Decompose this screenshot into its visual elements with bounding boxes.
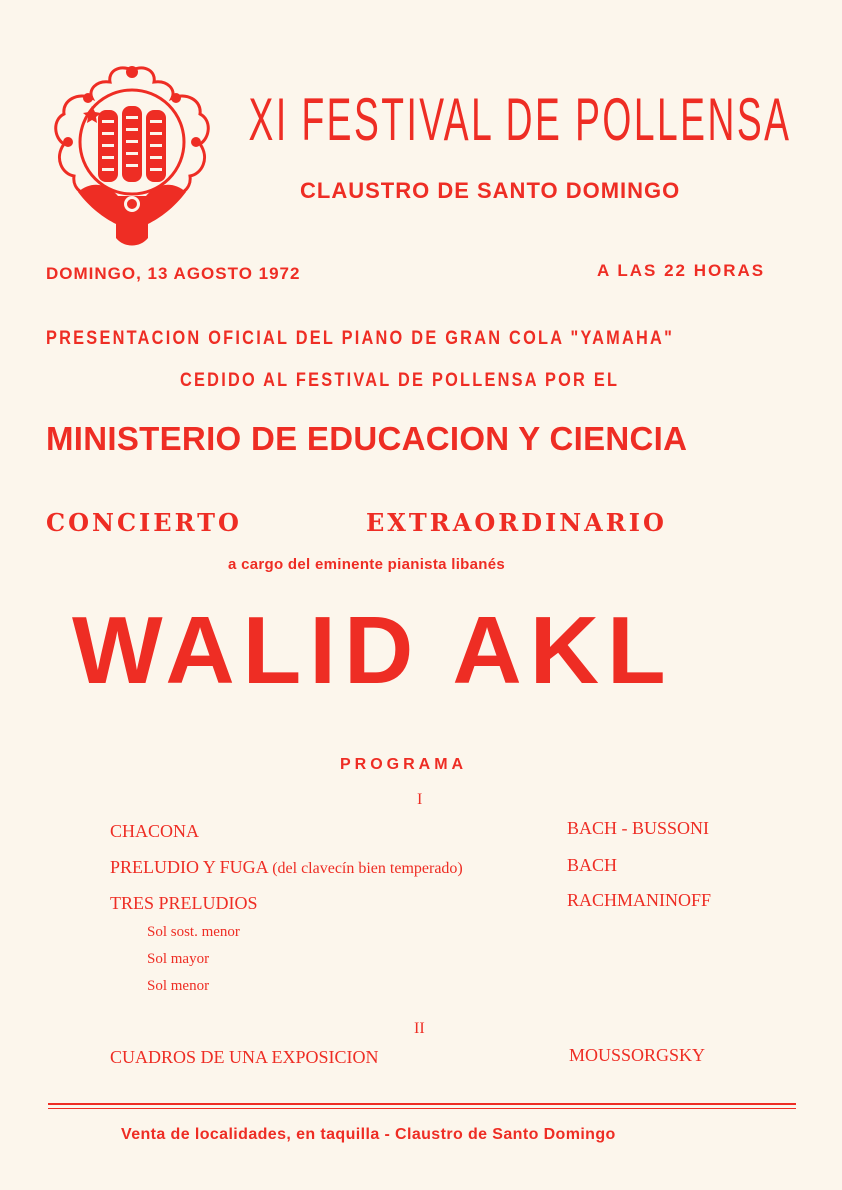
ceded-line: CEDIDO AL FESTIVAL DE POLLENSA POR EL bbox=[180, 370, 620, 391]
ticket-sales-note: Venta de localidades, en taquilla - Claustro de Santo Domingo bbox=[121, 1126, 616, 1143]
part-numeral: I bbox=[417, 791, 423, 808]
footer-divider bbox=[48, 1108, 796, 1109]
prelude-key: Sol sost. menor bbox=[147, 924, 240, 940]
program-work: CUADROS DE UNA EXPOSICION bbox=[110, 1047, 379, 1067]
venue-subtitle: CLAUSTRO DE SANTO DOMINGO bbox=[300, 178, 681, 203]
festival-title: XI FESTIVAL DE POLLENSA bbox=[248, 86, 792, 153]
event-date: DOMINGO, 13 AGOSTO 1972 bbox=[46, 264, 301, 283]
pollensa-crest-icon bbox=[48, 62, 216, 252]
work-title: PRELUDIO Y FUGA bbox=[110, 857, 268, 877]
work-detail: (del clavecín bien temperado) bbox=[272, 860, 463, 877]
program-composer: BACH - BUSSONI bbox=[567, 818, 710, 838]
event-time: A LAS 22 HORAS bbox=[597, 261, 766, 280]
part-numeral: II bbox=[414, 1020, 425, 1037]
program-work: CHACONA bbox=[110, 821, 200, 841]
prelude-key: Sol menor bbox=[147, 978, 210, 994]
program-composer: MOUSSORGSKY bbox=[569, 1045, 706, 1065]
concert-word: CONCIERTO bbox=[46, 508, 242, 537]
program-composer: RACHMANINOFF bbox=[567, 890, 712, 910]
presentation-line: PRESENTACION OFICIAL DEL PIANO DE GRAN COLA "YAMAHA" bbox=[46, 328, 675, 349]
footer-divider bbox=[48, 1103, 796, 1105]
ministry-name: MINISTERIO DE EDUCACION Y CIENCIA bbox=[46, 420, 688, 457]
program-composer: BACH bbox=[567, 855, 618, 875]
prelude-key: Sol mayor bbox=[147, 951, 210, 967]
artist-name: WALID AKL bbox=[72, 597, 674, 704]
extraordinary-word: EXTRAORDINARIO bbox=[366, 508, 667, 537]
program-work: TRES PRELUDIOS bbox=[110, 893, 258, 913]
program-heading: PROGRAMA bbox=[340, 756, 468, 773]
program-work bbox=[110, 857, 463, 878]
performer-intro: a cargo del eminente pianista libanés bbox=[228, 556, 506, 573]
